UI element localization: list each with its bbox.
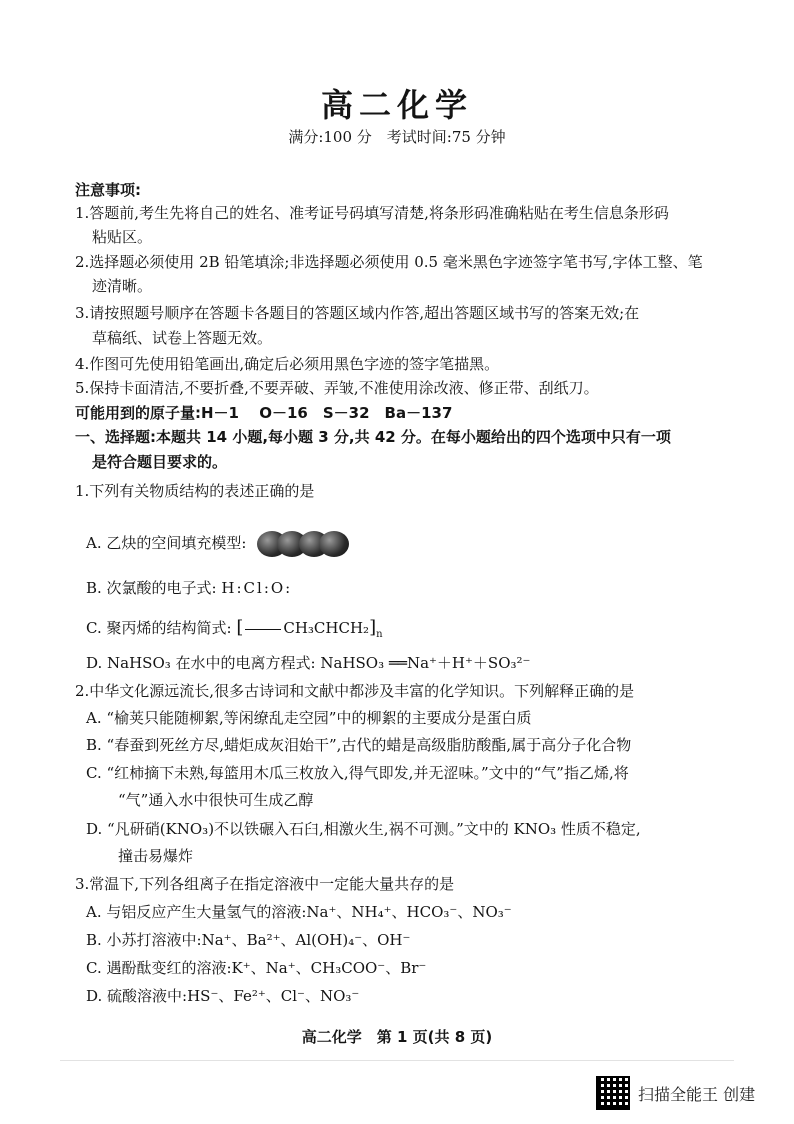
q2-option-c-cont: “气”通入水中很快可生成乙醇 (118, 791, 314, 809)
notes-heading: 注意事项: (75, 181, 141, 199)
note-line: 迹清晰。 (92, 277, 153, 295)
qr-code-icon (596, 1076, 630, 1110)
atomic-masses: 可能用到的原子量:H－1 O－16 S－32 Ba－137 (75, 404, 453, 422)
q3-option-a: A. 与铝反应产生大量氢气的溶液:Na⁺、NH₄⁺、HCO₃⁻、NO₃⁻ (86, 903, 512, 921)
q2-stem: 2.中华文化源远流长,很多古诗词和文献中都涉及丰富的化学知识。下列解释正确的是 (75, 682, 635, 700)
q3-stem: 3.常温下,下列各组离子在指定溶液中一定能大量共存的是 (75, 875, 455, 893)
q1-stem: 1.下列有关物质结构的表述正确的是 (75, 482, 315, 500)
q2-option-d: D. “凡研硝(KNO₃)不以铁碾入石臼,相激火生,祸不可测。”文中的 KNO₃ 性质不稳定, (86, 820, 641, 838)
q3-option-b: B. 小苏打溶液中:Na⁺、Ba²⁺、Al(OH)₄⁻、OH⁻ (86, 931, 411, 949)
note-line: 2.选择题必须使用 2B 铅笔填涂;非选择题必须使用 0.5 毫米黑色字迹签字笔书写,字体工整、笔 (75, 253, 703, 271)
section-heading-cont: 是符合题目要求的。 (92, 453, 228, 471)
note-line: 1.答题前,考生先将自己的姓名、准考证号码填写清楚,将条形码准确粘贴在考生信息条形码 (75, 204, 669, 222)
q2-option-c: C. “红柿摘下未熟,每篮用木瓜三枚放入,得气即发,并无涩味。”文中的“气”指乙烯,将 (86, 764, 629, 782)
q1-option-c: C. 聚丙烯的结构简式: [ $CH_3CHCH_2]_n$ (86, 617, 383, 640)
q1-option-a-text: A. 乙炔的空间填充模型: (86, 534, 247, 552)
note-line: 4.作图可先使用铅笔画出,确定后必须用黑色字迹的签字笔描黑。 (75, 355, 500, 373)
q1-option-a (86, 529, 349, 559)
q1-option-d: D. NaHSO₃ 在水中的电离方程式: NaHSO₃ ══Na⁺＋H⁺＋SO₃²⁻ (86, 654, 531, 672)
note-line: 粘贴区。 (92, 228, 153, 246)
q2-option-d-cont: 撞击易爆炸 (118, 847, 194, 865)
acetylene-model-image (257, 529, 349, 559)
ionization-equation: NaHSO₃ ══Na⁺＋H⁺＋SO₃²⁻ (320, 654, 531, 672)
q2-option-a: A. “榆荚只能随柳絮,等闲缭乱走空园”中的柳絮的主要成分是蛋白质 (86, 709, 532, 727)
note-line: 5.保持卡面清洁,不要折叠,不要弄破、弄皱,不准使用涂改液、修正带、刮纸刀。 (75, 379, 599, 397)
scanner-label: 扫描全能王 创建 (638, 1084, 756, 1104)
exam-info: 满分:100 分 考试时间:75 分钟 (288, 128, 506, 146)
note-line: 3.请按照题号顺序在答题卡各题目的答题区域内作答,超出答题区域书写的答案无效;在 (75, 304, 640, 322)
footer-divider (60, 1060, 734, 1061)
scanner-watermark (596, 1076, 755, 1110)
hclo-electron-formula: H:Cl:O: (221, 579, 293, 597)
page-footer: 高二化学 第 1 页(共 8 页) (301, 1028, 493, 1046)
section-heading: 一、选择题:本题共 14 小题,每小题 3 分,共 42 分。在每小题给出的四个选项中只有一项 (75, 428, 671, 446)
q1-option-b: B. 次氯酸的电子式: H:Cl:O: (86, 579, 293, 597)
q3-option-c: C. 遇酚酞变红的溶液:K⁺、Na⁺、CH₃COO⁻、Br⁻ (86, 959, 427, 977)
page-title: 高二化学 (320, 86, 473, 124)
q3-option-d: D. 硫酸溶液中:HS⁻、Fe²⁺、Cl⁻、NO₃⁻ (86, 987, 360, 1005)
polypropylene-formula: [ $CH_3CHCH_2]_n$ (236, 617, 383, 640)
note-line: 草稿纸、试卷上答题无效。 (92, 329, 273, 347)
q2-option-b: B. “春蚕到死丝方尽,蜡炬成灰泪始干”,古代的蜡是高级脂肪酸酯,属于高分子化合物 (86, 736, 632, 754)
atom-h (319, 531, 349, 557)
